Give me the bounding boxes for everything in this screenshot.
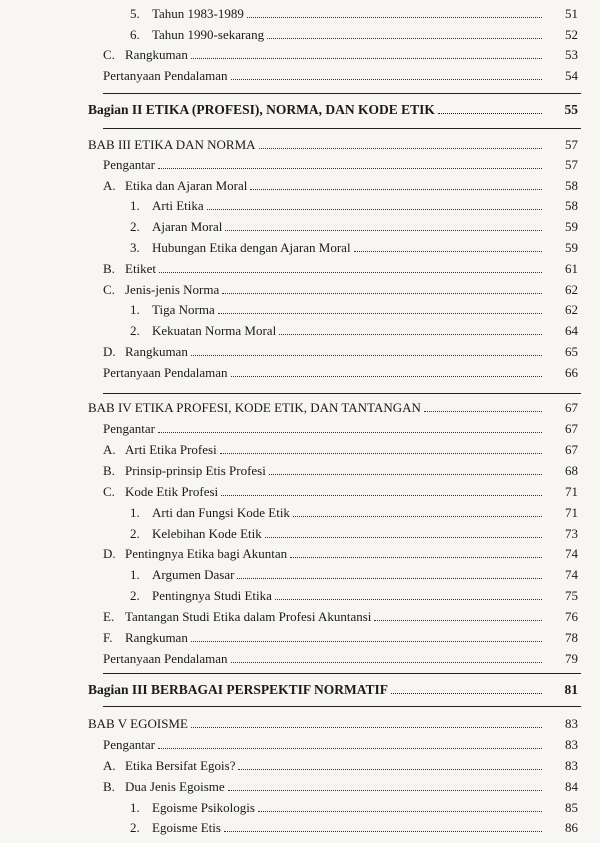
toc-entry [0,419,600,437]
toc-entry-number: A. [103,178,116,193]
toc-entry-label: Pentingnya Studi Etika [152,588,272,603]
toc-entry-label: Pengantar [103,421,155,436]
toc-entry [0,238,600,256]
toc-entry-title [88,400,421,416]
toc-entry-label: Tahun 1990-sekarang [152,27,265,42]
toc-entry-label: Egoisme Etis [152,820,221,835]
dot-leader [293,512,542,517]
toc-entry-title [103,68,228,84]
toc-entry [0,135,600,153]
toc-entry-number: 2. [130,588,140,603]
divider [103,93,581,94]
dot-leader [265,533,542,538]
toc-entry [0,756,600,774]
toc-entry-page: 85 [565,800,578,815]
toc-entry-page: 86 [565,820,578,835]
toc-entry [0,398,600,416]
toc-entry [0,4,600,22]
toc-entry [0,818,600,836]
dot-leader [247,13,542,18]
toc-entry-title [103,157,155,173]
toc-entry [0,100,600,118]
dot-leader [231,75,542,80]
toc-entry-page: 71 [565,505,578,520]
dot-leader [158,428,542,433]
toc-entry-page: 66 [565,365,578,380]
toc-entry [0,482,600,500]
divider [103,128,581,129]
toc-entry-label: Tahun 1983-1989 [152,6,244,21]
toc-entry [0,280,600,298]
toc-entry-number: C. [103,484,115,499]
toc-entry-number: F. [103,630,113,645]
toc-entry-label: Jenis-jenis Norma [125,282,220,297]
toc-entry-label: Rangkuman [125,344,188,359]
toc-entry [0,259,600,277]
dot-leader [231,372,542,377]
toc-entry-number: D. [103,344,116,359]
dot-leader [238,765,542,770]
dot-leader [158,164,542,169]
toc-entry [0,155,600,173]
dot-leader [222,289,542,294]
dot-leader [224,827,542,832]
dot-leader [220,449,542,454]
dot-leader [424,407,542,412]
toc-entry [0,798,600,816]
dot-leader [250,185,542,190]
toc-entry-title [130,567,234,583]
toc-entry-label: Kelebihan Kode Etik [152,526,262,541]
dot-leader [438,109,542,114]
toc-entry [0,649,600,667]
toc-entry-label: Arti dan Fungsi Kode Etik [152,505,290,520]
toc-entry-number: 3. [130,240,140,255]
dot-leader [225,226,542,231]
dot-leader [218,309,542,314]
toc-entry [0,714,600,732]
dot-leader [279,330,542,335]
toc-entry-title [103,546,287,562]
toc-entry [0,25,600,43]
divider [103,706,581,707]
toc-entry-number: A. [103,442,116,457]
toc-entry-title [103,344,188,360]
toc-entry-label: Egoisme Psikologis [152,800,255,815]
toc-entry-title [88,102,435,118]
toc-entry-page: 62 [565,282,578,297]
toc-entry-title [130,302,215,318]
toc-entry-page: 68 [565,463,578,478]
toc-entry-number: 1. [130,505,140,520]
toc-entry [0,607,600,625]
toc-entry-title [130,820,221,836]
toc-entry [0,461,600,479]
toc-entry [0,503,600,521]
toc-entry [0,735,600,753]
toc-entry [0,321,600,339]
toc-entry-page: 54 [565,68,578,83]
toc-entry-page: 83 [565,737,578,752]
toc-entry-title [88,682,388,698]
toc-entry-label: Pentingnya Etika bagi Akuntan [125,546,288,561]
dot-leader [374,616,542,621]
toc-entry-title [103,651,228,667]
toc-entry-page: 58 [565,178,578,193]
toc-entry-title [103,178,247,194]
toc-entry-page: 55 [564,102,578,117]
dot-leader [290,553,542,558]
toc-entry-number: 2. [130,219,140,234]
toc-entry-label: BAB III ETIKA DAN NORMA [88,137,256,152]
toc-entry-title [130,198,204,214]
toc-entry-number: 1. [130,800,140,815]
dot-leader [391,689,542,694]
toc-entry [0,565,600,583]
toc-entry-label: Arti Etika [152,198,204,213]
dot-leader [269,470,542,475]
toc-entry [0,628,600,646]
toc-entry-label: BAB IV ETIKA PROFESI, KODE ETIK, DAN TANTANGAN [88,400,421,415]
toc-entry [0,777,600,795]
toc-entry [0,363,600,381]
toc-entry-page: 78 [565,630,578,645]
toc-entry-title [103,442,217,458]
dot-leader [158,744,542,749]
toc-entry-number: B. [103,779,115,794]
toc-entry-number: 1. [130,198,140,213]
toc-entry-page: 67 [565,400,578,415]
dot-leader [258,807,542,812]
toc-entry-label: Tiga Norma [152,302,215,317]
toc-entry-number: C. [103,47,115,62]
toc-entry-page: 57 [565,157,578,172]
toc-entry-page: 83 [565,758,578,773]
toc-entry-label: Tantangan Studi Etika dalam Profesi Akuntansi [125,609,372,624]
toc-entry-title [103,484,218,500]
dot-leader [159,268,542,273]
dot-leader [267,34,542,39]
dot-leader [237,574,542,579]
toc-entry-number: C. [103,282,115,297]
toc-entry-label: Rangkuman [125,630,188,645]
dot-leader [228,786,542,791]
toc-entry-page: 74 [565,567,578,582]
toc-entry-page: 81 [564,682,578,697]
divider [103,673,581,674]
toc-entry-page: 64 [565,323,578,338]
toc-entry-label: Dua Jenis Egoisme [125,779,225,794]
toc-entry-label: Etika dan Ajaran Moral [125,178,248,193]
dot-leader [191,637,542,642]
toc-entry [0,544,600,562]
toc-entry-label: Pengantar [103,737,155,752]
toc-entry-title [130,505,290,521]
toc-entry [0,586,600,604]
toc-entry [0,300,600,318]
toc-entry-page: 59 [565,219,578,234]
toc-entry-number: E. [103,609,115,624]
toc-entry-label: Bagian III BERBAGAI PERSPEKTIF NORMATIF [88,682,389,697]
toc-entry [0,196,600,214]
toc-entry [0,440,600,458]
toc-entry-page: 74 [565,546,578,561]
toc-entry-number: A. [103,758,116,773]
toc-entry-number: 2. [130,526,140,541]
toc-entry-number: B. [103,463,115,478]
toc-entry-title [103,365,228,381]
divider [103,393,581,394]
toc-entry-label: BAB V EGOISME [88,716,188,731]
dot-leader [191,351,542,356]
dot-leader [191,54,542,59]
toc-entry-title [130,27,264,43]
toc-entry-page: 84 [565,779,578,794]
toc-entry-label: Ajaran Moral [152,219,223,234]
toc-entry-title [103,758,235,774]
toc-entry-page: 58 [565,198,578,213]
toc-entry-title [103,463,266,479]
toc-entry-number: 2. [130,820,140,835]
dot-leader [259,144,542,149]
toc-entry-label: Pengantar [103,157,155,172]
toc-entry-page: 65 [565,344,578,359]
toc-entry-title [130,323,276,339]
toc-entry-label: Rangkuman [125,47,188,62]
toc-entry-number: 5. [130,6,140,21]
toc-entry [0,524,600,542]
toc-entry-page: 71 [565,484,578,499]
toc-entry-label: Kekuatan Norma Moral [152,323,277,338]
dot-leader [191,723,542,728]
toc-entry-page: 52 [565,27,578,42]
toc-entry [0,45,600,63]
toc-entry-number: 1. [130,302,140,317]
toc-entry-label: Prinsip-prinsip Etis Profesi [125,463,266,478]
toc-entry-page: 76 [565,609,578,624]
dot-leader [207,205,542,210]
toc-entry-page: 59 [565,240,578,255]
toc-entry-label: Pertanyaan Pendalaman [103,365,228,380]
toc-entry [0,680,600,698]
toc-entry-label: Arti Etika Profesi [125,442,217,457]
toc-entry-title [130,219,222,235]
toc-entry-page: 67 [565,442,578,457]
toc-entry-title [103,737,155,753]
toc-entry-number: 6. [130,27,140,42]
toc-entry-title [103,261,156,277]
toc-entry-title [103,609,371,625]
toc-entry-page: 61 [565,261,578,276]
toc-entry-title [103,779,225,795]
toc-entry-page: 51 [565,6,578,21]
toc-entry-page: 75 [565,588,578,603]
toc-entry-title [103,630,188,646]
toc-entry-page: 79 [565,651,578,666]
toc-entry [0,66,600,84]
dot-leader [354,247,542,252]
toc-entry-title [130,588,272,604]
dot-leader [275,595,542,600]
toc-entry-page: 83 [565,716,578,731]
toc-entry-page: 73 [565,526,578,541]
toc-entry-title [130,240,351,256]
toc-entry-label: Etiket [125,261,157,276]
toc-entry-page: 53 [565,47,578,62]
toc-entry-label: Pertanyaan Pendalaman [103,651,228,666]
toc-entry-label: Bagian II ETIKA (PROFESI), NORMA, DAN KODE ETIK [88,102,435,117]
toc-entry [0,176,600,194]
toc-entry [0,342,600,360]
toc-entry-number: D. [103,546,116,561]
dot-leader [221,491,542,496]
toc-entry [0,217,600,235]
toc-entry-title [88,137,256,153]
toc-entry-title [103,421,155,437]
toc-entry-label: Hubungan Etika dengan Ajaran Moral [152,240,351,255]
toc-entry-title [130,526,262,542]
toc-entry-page: 67 [565,421,578,436]
toc-entry-label: Etika Bersifat Egois? [125,758,236,773]
toc-entry-title [130,6,244,22]
toc-entry-number: 2. [130,323,140,338]
toc-entry-page: 57 [565,137,578,152]
toc-entry-page: 62 [565,302,578,317]
toc-entry-label: Kode Etik Profesi [125,484,219,499]
toc-entry-label: Argumen Dasar [152,567,235,582]
toc-entry-label: Pertanyaan Pendalaman [103,68,228,83]
toc-entry-title [103,282,219,298]
dot-leader [231,658,542,663]
toc-entry-title [130,800,255,816]
toc-entry-title [103,47,188,63]
toc-entry-number: 1. [130,567,140,582]
toc-entry-number: B. [103,261,115,276]
toc-entry-title [88,716,188,732]
